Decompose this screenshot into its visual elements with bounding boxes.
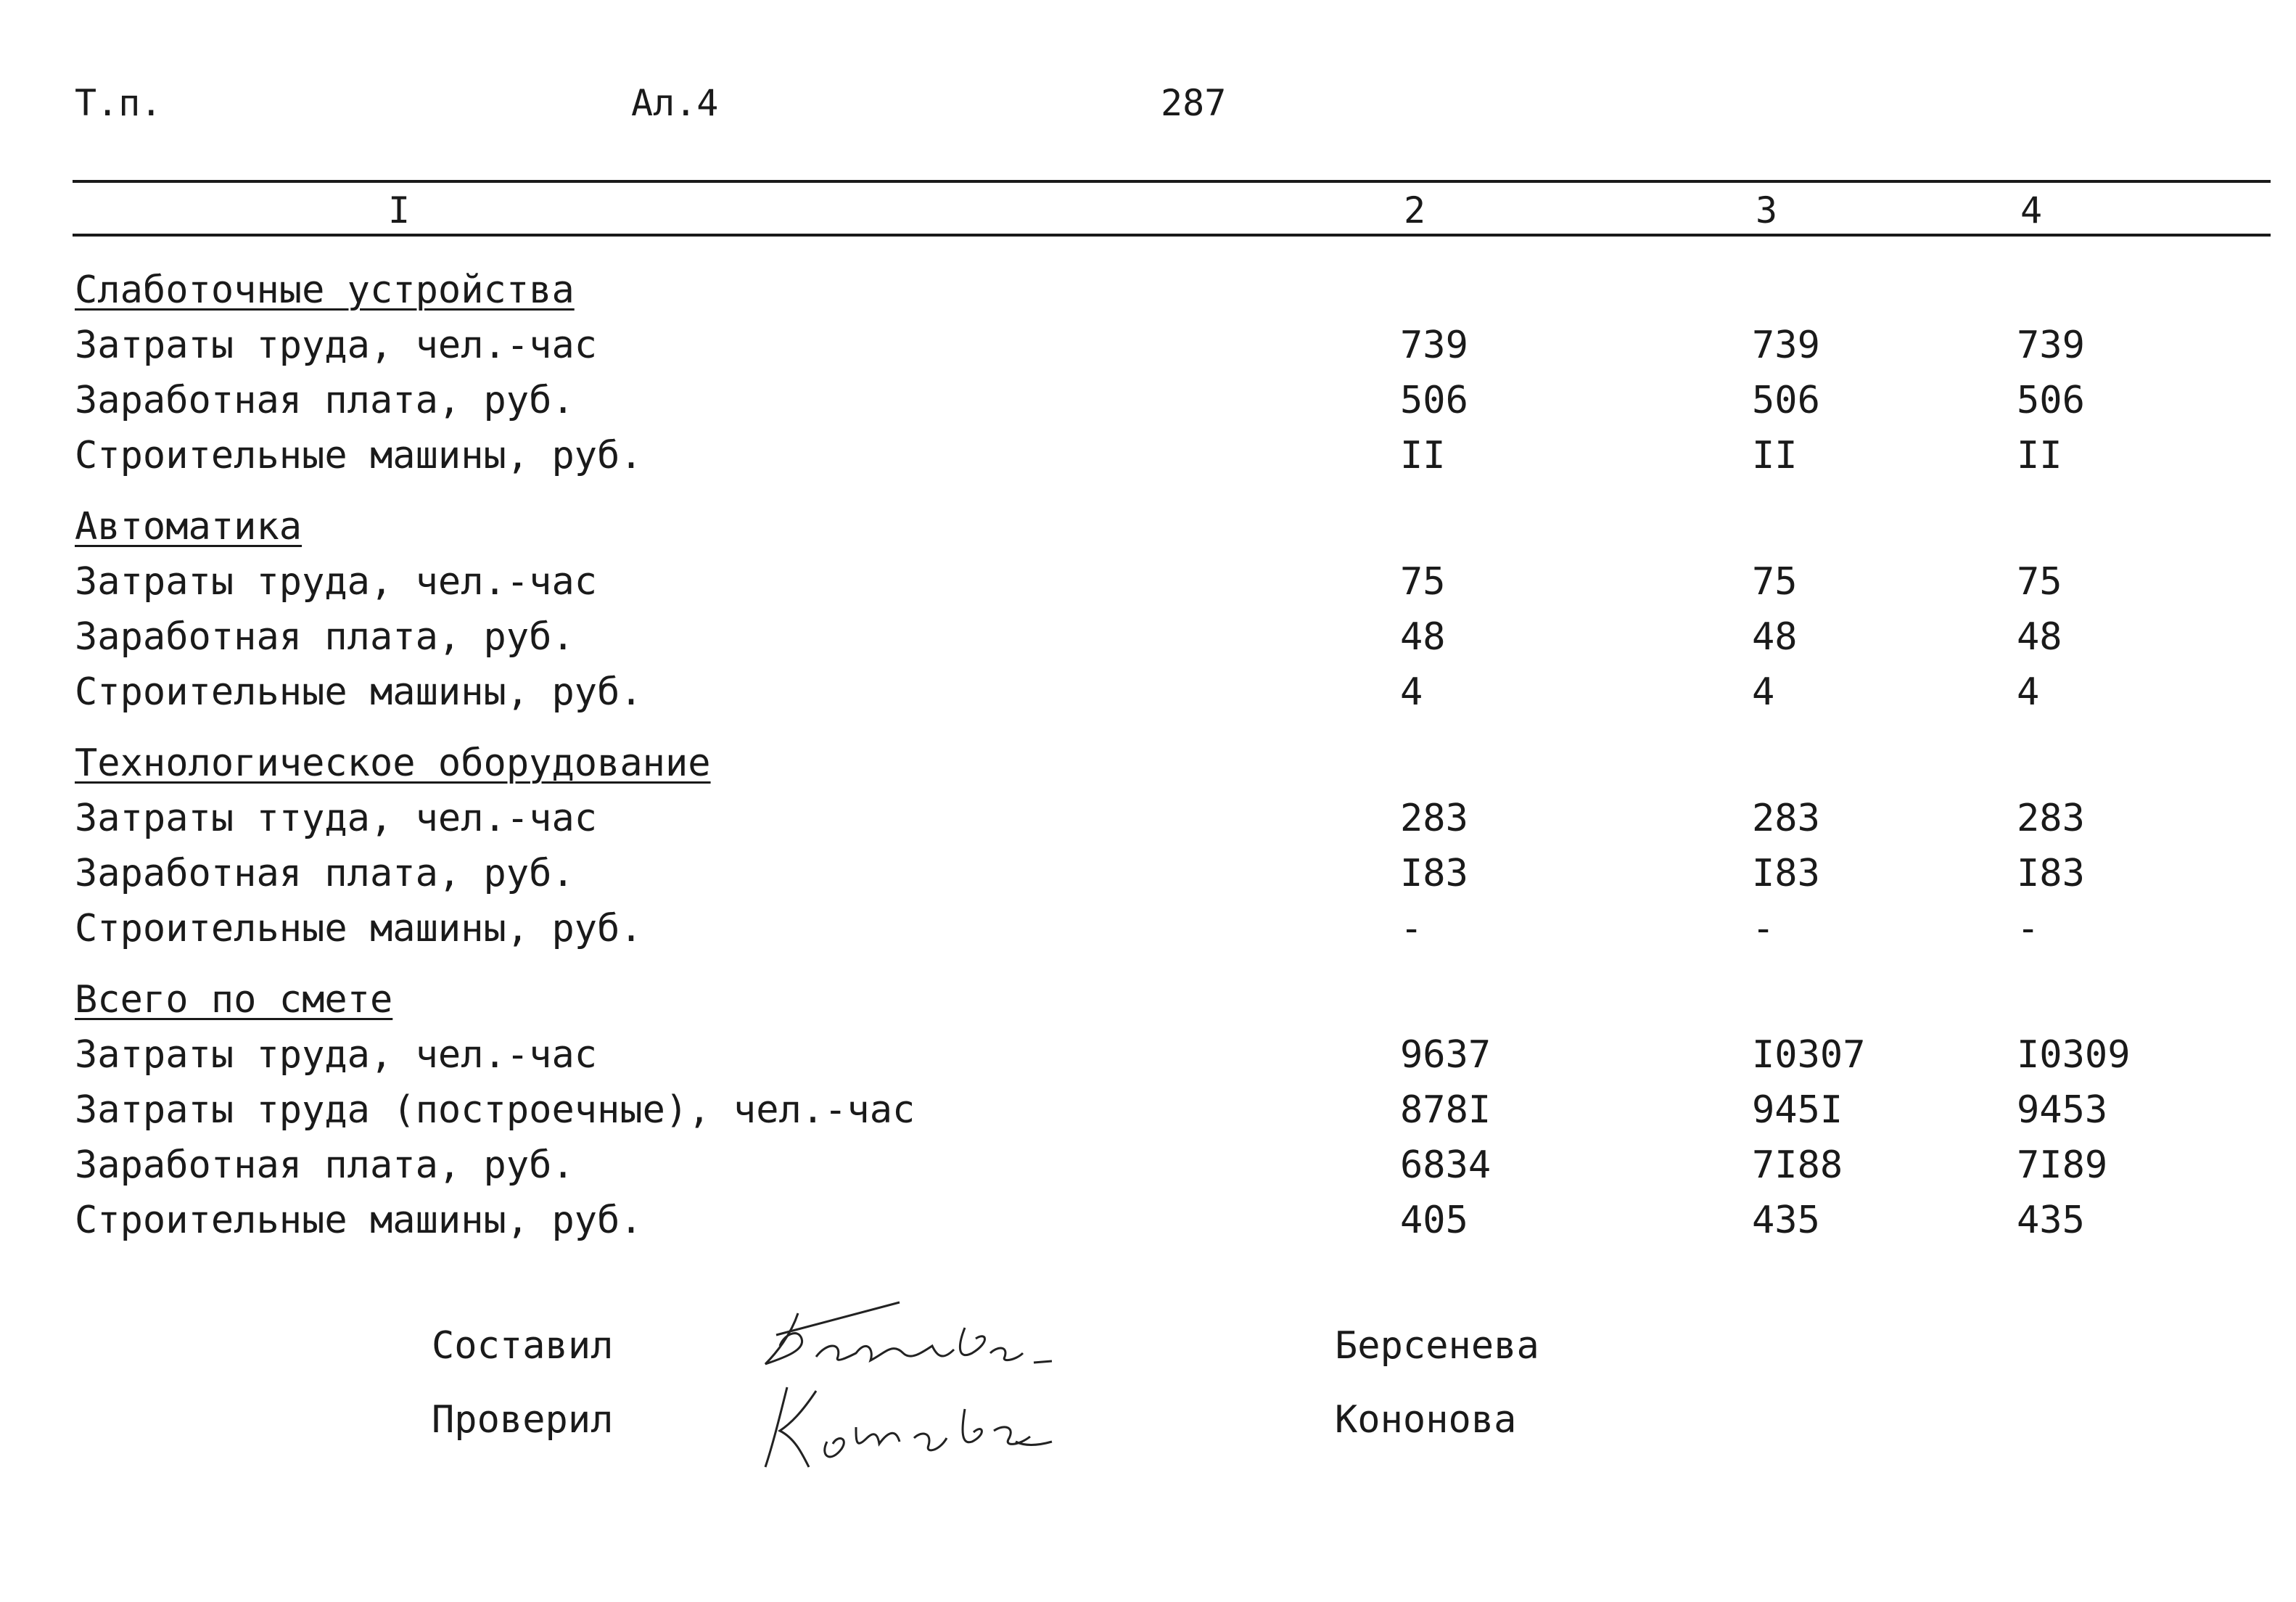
cell-col2: 6834	[1400, 1143, 1491, 1187]
cell-col2: II	[1400, 434, 1446, 477]
column-number-1: I	[388, 189, 411, 231]
table-row	[0, 1032, 2296, 1078]
column-number-2: 2	[1404, 189, 1426, 231]
table-row	[0, 614, 2296, 660]
cell-col4: II	[2017, 434, 2062, 477]
row-label: Затраты ттуда, чел.-час	[75, 797, 598, 840]
cell-col2: 283	[1400, 797, 1468, 840]
column-number-4: 4	[2020, 189, 2043, 231]
row-label: Строительные машины, руб.	[75, 1199, 643, 1242]
section-title-total: Всего по смете	[75, 978, 393, 1022]
signature-role: Составил	[432, 1324, 614, 1368]
header-doc-type: Т.п.	[75, 82, 162, 124]
cell-col3: I83	[1752, 852, 1820, 895]
cell-col3: 739	[1752, 324, 1820, 367]
row-label: Затраты труда, чел.-час	[75, 560, 598, 604]
table-row	[0, 795, 2296, 842]
row-label: Строительные машины, руб.	[75, 670, 643, 714]
table-row	[0, 1142, 2296, 1188]
row-label: Строительные машины, руб.	[75, 434, 643, 477]
row-label: Затраты труда, чел.-час	[75, 1033, 598, 1077]
cell-col4: 435	[2017, 1199, 2085, 1242]
cell-col2: 9637	[1400, 1033, 1491, 1077]
cell-col4: 75	[2017, 560, 2062, 604]
cell-col2: 4	[1400, 670, 1423, 714]
cell-col2: I83	[1400, 852, 1468, 895]
handwritten-signature-kononova	[747, 1373, 1088, 1482]
table-row	[0, 669, 2296, 715]
row-label: Заработная плата, руб.	[75, 852, 575, 895]
cell-col4: 739	[2017, 324, 2085, 367]
cell-col4: 4	[2017, 670, 2040, 714]
row-label: Заработная плата, руб.	[75, 1143, 575, 1187]
cell-col3: 48	[1752, 615, 1798, 659]
table-row	[0, 905, 2296, 952]
cell-col2: 75	[1400, 560, 1446, 604]
cell-col3: 435	[1752, 1199, 1820, 1242]
signature-row-checked	[0, 1394, 2296, 1453]
cell-col4: 9453	[2017, 1088, 2108, 1132]
cell-col3: 7I88	[1752, 1143, 1843, 1187]
cell-col4: 48	[2017, 615, 2062, 659]
table-row	[0, 377, 2296, 424]
cell-col4: 506	[2017, 379, 2085, 422]
signature-name: Кононова	[1335, 1398, 1517, 1442]
cell-col3: 506	[1752, 379, 1820, 422]
signature-row-compiled	[0, 1320, 2296, 1379]
cell-col2: 48	[1400, 615, 1446, 659]
cell-col4: 7I89	[2017, 1143, 2108, 1187]
table-row	[0, 1197, 2296, 1244]
cell-col3: II	[1752, 434, 1798, 477]
header-album: Ал.4	[631, 82, 719, 124]
row-label: Заработная плата, руб.	[75, 379, 575, 422]
cell-col3: 945I	[1752, 1088, 1843, 1132]
cell-col2: 878I	[1400, 1088, 1491, 1132]
column-number-3: 3	[1756, 189, 1778, 231]
signature-name: Берсенева	[1335, 1324, 1539, 1368]
table-top-rule	[73, 180, 2271, 183]
cell-col3: 4	[1752, 670, 1775, 714]
row-label: Затраты труда, чел.-час	[75, 324, 598, 367]
cell-col4: I83	[2017, 852, 2085, 895]
table-row	[0, 559, 2296, 605]
cell-col2: 739	[1400, 324, 1468, 367]
cell-col4: -	[2017, 907, 2040, 950]
row-label: Строительные машины, руб.	[75, 907, 643, 950]
cell-col2: -	[1400, 907, 1423, 950]
cell-col3: I0307	[1752, 1033, 1866, 1077]
cell-col3: 283	[1752, 797, 1820, 840]
cell-col3: -	[1752, 907, 1775, 950]
row-label: Затраты труда (построечные), чел.-час	[75, 1088, 915, 1132]
cell-col3: 75	[1752, 560, 1798, 604]
signature-role: Проверил	[432, 1398, 614, 1442]
section-title-low-current: Слаботочные устройства	[75, 268, 575, 312]
table-row	[0, 432, 2296, 479]
section-title-tech-equipment: Технологическое оборудование	[75, 742, 711, 785]
table-row	[0, 850, 2296, 897]
cell-col2: 405	[1400, 1199, 1468, 1242]
cell-col2: 506	[1400, 379, 1468, 422]
page-number: 287	[1161, 82, 1227, 124]
table-head-rule	[73, 234, 2271, 237]
cell-col4: 283	[2017, 797, 2085, 840]
table-row	[0, 322, 2296, 369]
row-label: Заработная плата, руб.	[75, 615, 575, 659]
cell-col4: I0309	[2017, 1033, 2131, 1077]
section-title-automation: Автоматика	[75, 505, 303, 549]
table-row	[0, 1087, 2296, 1133]
